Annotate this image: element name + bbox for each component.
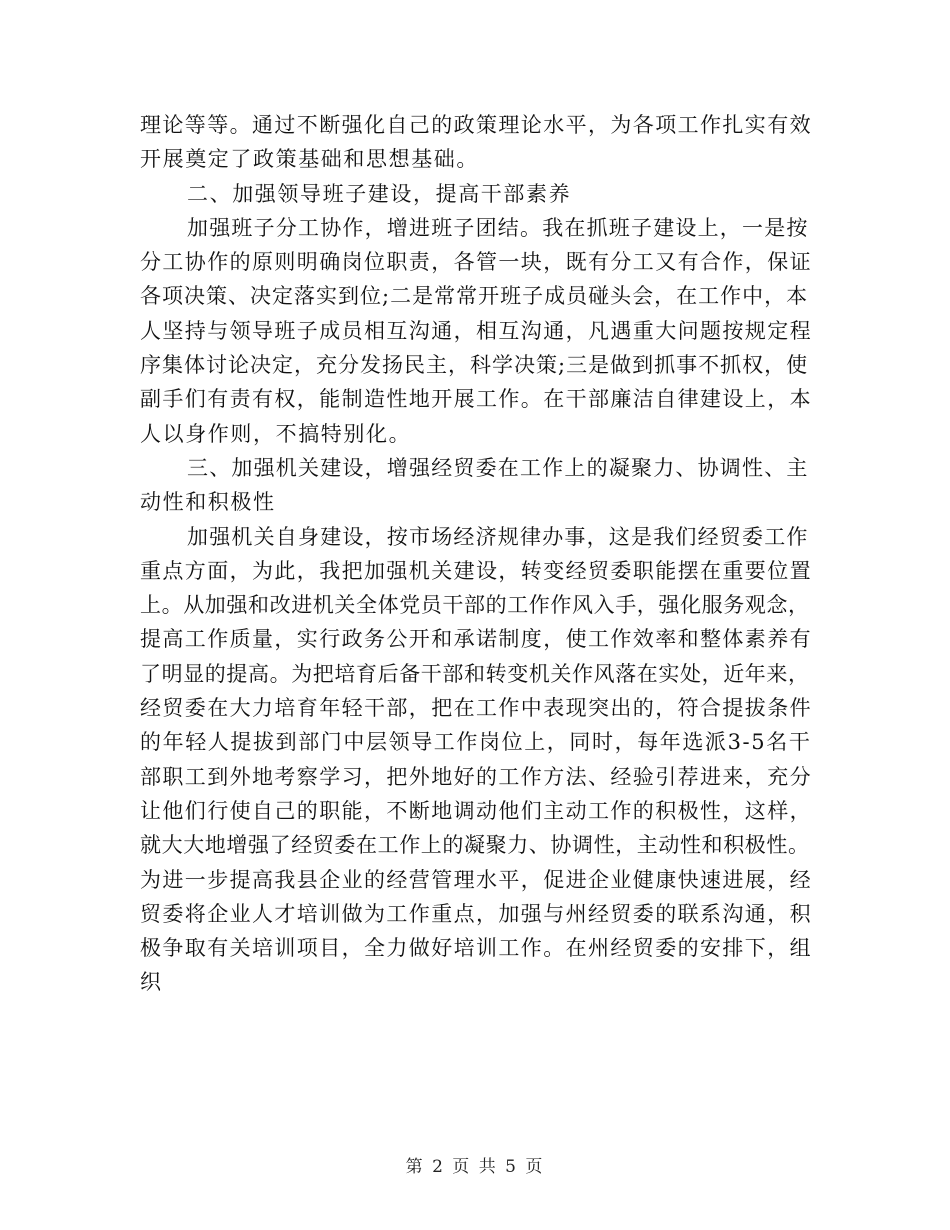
text-line: 人以身作则，不搞特别化。	[140, 421, 412, 446]
text-line: 让他们行使自己的职能，不断地调动他们主动工作的积极性，这样，	[140, 798, 812, 823]
text-line: 开展奠定了政策基础和思想基础。	[140, 147, 479, 172]
text-line: 的年轻人提拔到部门中层领导工作岗位上，同时，每年选派3-5名干	[140, 730, 812, 755]
text-line: 为进一步提高我县企业的经营管理水平，促进企业健康快速进展，经	[140, 867, 812, 892]
text-line: 序集体讨论决定，充分发扬民主，科学决策;三是做到抓事不抓权，使	[140, 353, 809, 378]
text-line: 上。从加强和改进机关全体党员干部的工作作风入手，强化服务观念，	[140, 593, 810, 618]
text-line: 各项决策、决定落实到位;二是常常开班子成员碰头会，在工作中，本	[140, 284, 809, 309]
text-line: 动性和积极性	[140, 490, 276, 515]
text-line: 二、加强领导班子建设，提高干部素养	[187, 181, 572, 206]
document-body	[140, 108, 812, 1000]
text-line: 人坚持与领导班子成员相互沟通，相互沟通，凡遇重大问题按规定程	[140, 318, 812, 343]
text-line: 经贸委在大力培育年轻干部，把在工作中表现突出的，符合提拔条件	[140, 696, 812, 721]
text-line: 部职工到外地考察学习，把外地好的工作方法、经验引荐进来，充分	[140, 764, 812, 789]
text-line: 贸委将企业人才培训做为工作重点，加强与州经贸委的联系沟通，积	[140, 901, 812, 926]
text-line: 三、加强机关建设，增强经贸委在工作上的凝聚力、协调性、主	[187, 455, 809, 480]
page-footer: 第 2 页 共 5 页	[405, 1157, 545, 1177]
text-line: 加强机关自身建设，按市场经济规律办事，这是我们经贸委工作	[187, 524, 809, 549]
text-line: 织	[140, 970, 163, 995]
text-line: 分工协作的原则明确岗位职责，各管一块，既有分工又有合作，保证	[140, 250, 812, 275]
text-line: 了明显的提高。为把培育后备干部和转变机关作风落在实处，近年来，	[140, 661, 810, 686]
text-line: 理论等等。通过不断强化自己的政策理论水平，为各项工作扎实有效	[140, 113, 812, 137]
text-line: 就大大地增强了经贸委在工作上的凝聚力、协调性，主动性和积极性。	[140, 833, 810, 858]
text-line: 重点方面，为此，我把加强机关建设，转变经贸委职能摆在重要位置	[140, 558, 812, 583]
text-line: 副手们有责有权，能制造性地开展工作。在干部廉洁自律建设上，本	[140, 387, 812, 412]
text-line: 加强班子分工协作，增进班子团结。我在抓班子建设上，一是按	[187, 215, 809, 240]
text-line: 极争取有关培训项目，全力做好培训工作。在州经贸委的安排下，组	[140, 936, 812, 961]
text-line: 提高工作质量，实行政务公开和承诺制度，使工作效率和整体素养有	[140, 627, 812, 652]
